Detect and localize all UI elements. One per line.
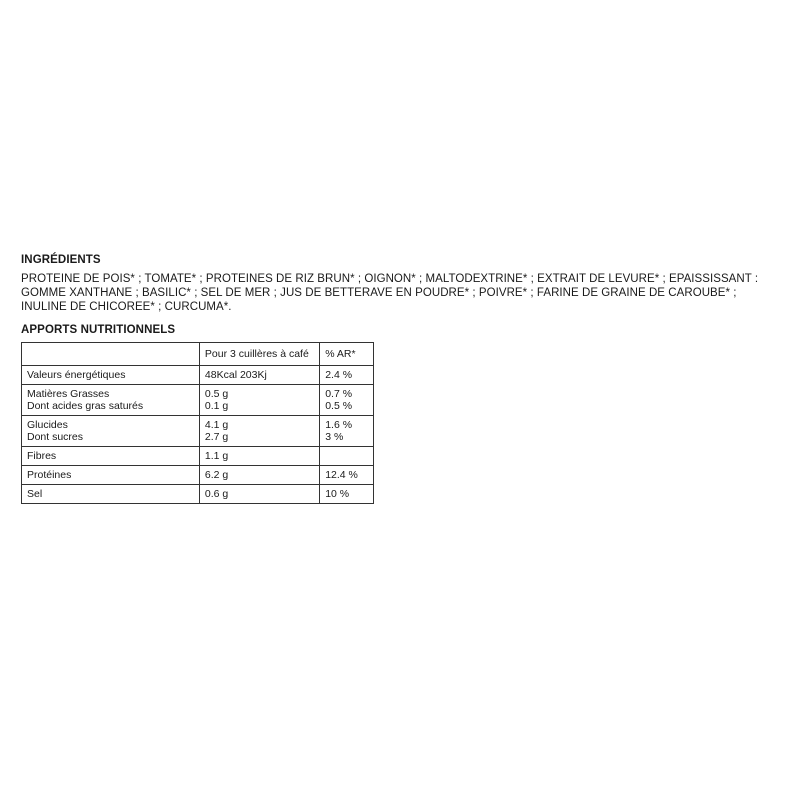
nutrient-ar: 1.6 %: [325, 419, 353, 431]
nutrient-ar: 2.4 %: [325, 369, 353, 381]
table-row: [22, 447, 374, 466]
nutrient-label: Valeurs énergétiques: [27, 369, 126, 381]
nutrient-label-cell: [22, 416, 200, 447]
nutrient-sublabel: Dont sucres: [27, 431, 84, 443]
nutrient-label: Fibres: [27, 450, 57, 462]
nutrient-ar: 12.4 %: [325, 469, 358, 481]
nutrient-value-cell: [199, 366, 319, 385]
nutrient-value-cell: [199, 485, 319, 504]
header-portion-cell: Pour 3 cuillères à café: [199, 343, 319, 366]
table-row: [22, 466, 374, 485]
nutrient-ar: 0.7 %: [325, 388, 353, 400]
nutrient-sub-ar: 3 %: [325, 431, 344, 443]
nutrient-value-cell: [199, 447, 319, 466]
nutrient-value: 6.2 g: [204, 469, 229, 481]
nutrient-value-cell: [199, 385, 319, 416]
table-row: [22, 366, 374, 385]
nutrient-value: 0.5 g: [204, 388, 229, 400]
nutrition-title: APPORTS NUTRITIONNELS: [21, 324, 176, 336]
nutrient-value-cell: [199, 466, 319, 485]
nutrient-label: Matières Grasses: [27, 388, 110, 400]
nutrient-ar: 10 %: [325, 488, 350, 500]
header-label-cell: [22, 343, 200, 366]
nutrient-label: Glucides: [27, 419, 68, 431]
nutrition-header-row: [22, 343, 374, 366]
nutrient-sublabel: Dont acides gras saturés: [27, 400, 144, 412]
ingredients-list: PROTEINE DE POIS* ; TOMATE* ; PROTEINES DE RIZ BRUN* ; OIGNON* ; MALTODEXTRINE* ; EXTRAIT DE LEVURE* ; EPAISSISSANT : GOMME XANTHANE ; BASILIC* ; SEL DE MER ; JUS DE BETTERAVE EN POUDRE* ; POIVRE* ; FARINE DE GRAINE DE CAROUBE* ; INULINE DE CHICOREE* ; CURCUMA*.: [21, 273, 759, 313]
nutrient-value: 48Kcal 203Kj: [204, 369, 267, 381]
nutrient-value: 1.1 g: [204, 450, 229, 462]
nutrient-label-cell: [22, 485, 200, 504]
nutrient-ar-cell: [320, 485, 374, 504]
nutrient-value: 0.6 g: [204, 488, 229, 500]
nutrient-label: Sel: [27, 488, 43, 500]
table-row: [22, 485, 374, 504]
nutrient-label: Protéines: [27, 469, 72, 481]
header-ar-cell: % AR*: [320, 343, 374, 366]
nutrient-label-cell: [22, 366, 200, 385]
table-row: [22, 385, 374, 416]
nutrient-value: 4.1 g: [204, 419, 229, 431]
nutrient-ar-cell: [320, 366, 374, 385]
nutrient-label-cell: [22, 447, 200, 466]
product-info: [21, 253, 781, 504]
nutrient-value-cell: [199, 416, 319, 447]
nutrition-table: [21, 342, 374, 504]
nutrient-label-cell: [22, 385, 200, 416]
nutrient-label-cell: [22, 466, 200, 485]
nutrient-ar-cell: [320, 416, 374, 447]
nutrient-ar-cell: [320, 385, 374, 416]
ingredients-title: INGRÉDIENTS: [21, 254, 101, 266]
nutrient-subvalue: 0.1 g: [204, 400, 229, 412]
nutrient-sub-ar: 0.5 %: [325, 400, 353, 412]
nutrient-ar-cell: [320, 447, 374, 466]
table-row: [22, 416, 374, 447]
nutrient-subvalue: 2.7 g: [204, 431, 229, 443]
nutrient-ar-cell: [320, 466, 374, 485]
